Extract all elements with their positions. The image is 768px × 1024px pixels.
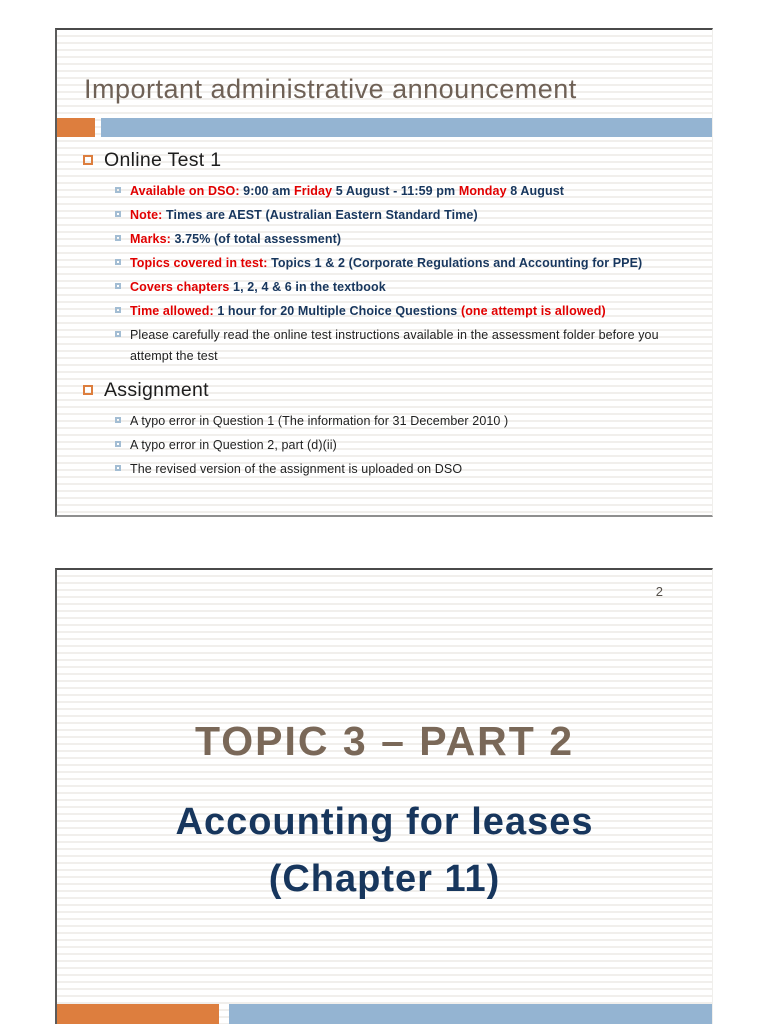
text-segment: Monday xyxy=(458,184,507,198)
level2-bullet-icon xyxy=(115,187,121,193)
level2-bullet-icon xyxy=(115,211,121,217)
bullet-item xyxy=(115,435,687,456)
slide2-subtitle-line2: (Chapter 11) xyxy=(268,858,501,900)
level2-bullet-icon xyxy=(115,283,121,289)
level2-bullet-icon xyxy=(115,235,121,241)
bullet-item xyxy=(115,229,687,250)
text-segment: Please carefully read the online test instructions available in the assessment folder before you attempt the test xyxy=(130,328,659,363)
text-segment: The revised version of the assignment is uploaded on DSO xyxy=(130,462,463,476)
bullet-item xyxy=(115,459,687,480)
text-segment: A typo error in Question 1 (The information for 31 December 2010 ) xyxy=(130,414,509,428)
text-segment: Friday xyxy=(294,184,333,198)
text-segment: 3.75% (of total assessment) xyxy=(174,232,342,246)
slide2-subtitle xyxy=(57,794,712,908)
bullet-item-text xyxy=(130,181,564,202)
level2-bullet-icon xyxy=(115,259,121,265)
text-segment: 9:00 am xyxy=(243,184,295,198)
bullet-item-text xyxy=(130,301,606,322)
bullet-item xyxy=(115,181,687,202)
text-segment: Topics 1 & 2 (Corporate Regulations and Accounting for PPE) xyxy=(271,256,643,270)
text-segment: Note: xyxy=(130,208,167,222)
bullet-item-text xyxy=(130,277,386,298)
slide1-title: Important administrative announcement xyxy=(84,74,577,104)
section-heading xyxy=(83,379,712,401)
bullet-item xyxy=(115,411,687,432)
text-segment: 1 hour for 20 Multiple Choice Questions xyxy=(217,304,461,318)
text-segment: Covers chapters xyxy=(130,280,234,294)
bullet-section xyxy=(57,379,712,480)
level2-bullet-icon xyxy=(115,465,121,471)
text-segment: Marks: xyxy=(130,232,175,246)
level2-bullet-icon xyxy=(115,441,121,447)
text-segment: 5 August - 11:59 pm xyxy=(332,184,459,198)
bullet-item-text xyxy=(130,325,687,367)
orange-accent-block xyxy=(57,118,95,137)
level2-bullet-icon xyxy=(115,307,121,313)
level1-bullet-icon xyxy=(83,155,93,165)
title-underline-band xyxy=(57,118,712,137)
bullet-item-text xyxy=(130,205,478,226)
level2-bullet-icon xyxy=(115,331,121,337)
slide2-subtitle-line1: Accounting for leases xyxy=(175,801,594,843)
page-number: 2 xyxy=(655,584,663,599)
bullet-item-text xyxy=(130,253,642,274)
text-segment: Times are AEST (Australian Eastern Standard Time) xyxy=(166,208,478,222)
bullet-section xyxy=(57,149,712,367)
blue-accent-bar xyxy=(229,1004,712,1024)
bullet-list xyxy=(115,181,687,367)
text-segment: 1, 2, 4 & 6 in the textbook xyxy=(233,280,386,294)
bullet-item xyxy=(115,205,687,226)
bullet-item-text xyxy=(130,229,341,250)
bottom-accent-band xyxy=(57,1004,712,1024)
orange-accent-block xyxy=(57,1004,219,1024)
level2-bullet-icon xyxy=(115,417,121,423)
bullet-item-text xyxy=(130,435,337,456)
text-segment: Available on DSO: xyxy=(130,184,244,198)
section-title: Online Test 1 xyxy=(104,149,222,171)
slide1-sections xyxy=(57,137,712,483)
slide2-topic-title: TOPIC 3 – PART 2 xyxy=(194,718,575,764)
bullet-item xyxy=(115,301,687,322)
bullet-item xyxy=(115,277,687,298)
text-segment: 8 August xyxy=(506,184,565,198)
bullet-item xyxy=(115,325,687,367)
blue-accent-bar xyxy=(101,118,712,137)
text-segment: (one attempt is allowed) xyxy=(460,304,606,318)
level1-bullet-icon xyxy=(83,385,93,395)
section-heading xyxy=(83,149,712,171)
text-segment: A typo error in Question 2, part (d)(ii) xyxy=(130,438,337,452)
bullet-item xyxy=(115,253,687,274)
text-segment: Topics covered in test: xyxy=(130,256,272,270)
section-title: Assignment xyxy=(104,379,209,401)
bullet-item-text xyxy=(130,459,462,480)
text-segment: Time allowed: xyxy=(130,304,218,318)
bullet-item-text xyxy=(130,411,508,432)
bullet-list xyxy=(115,411,687,480)
slide-2 xyxy=(55,568,713,1024)
slide-1 xyxy=(55,28,713,517)
